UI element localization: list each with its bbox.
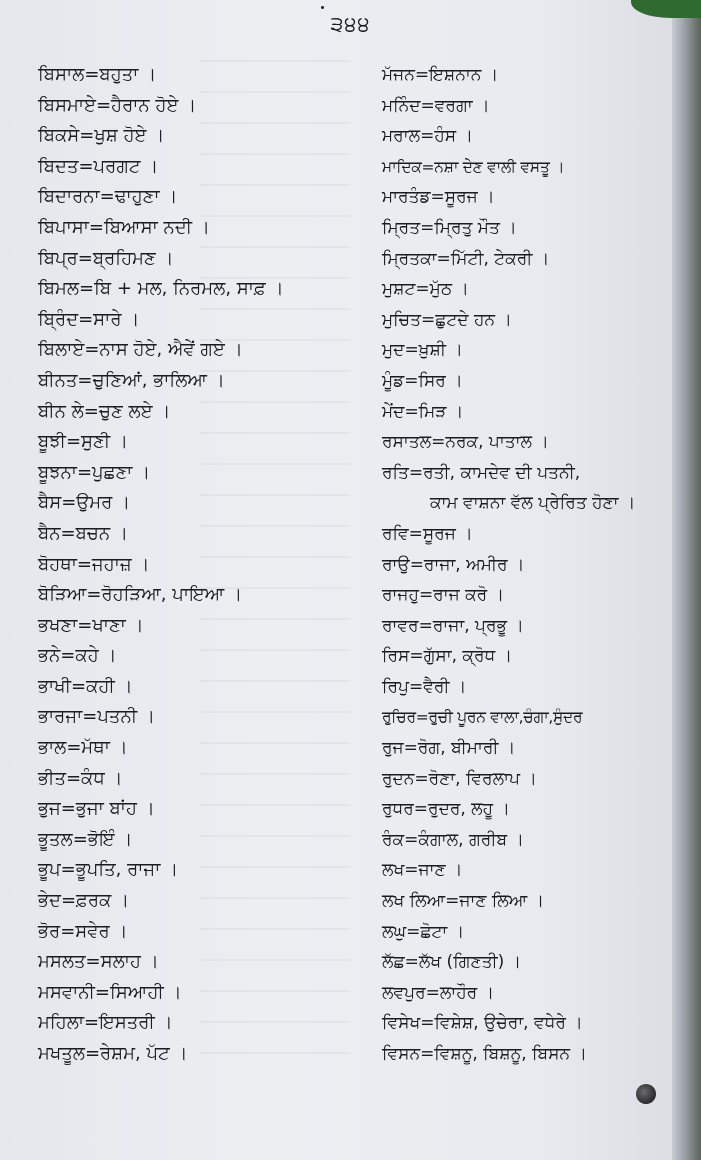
glossary-entry: ਬੂਝੀ=ਸੁਣੀ । bbox=[38, 431, 129, 453]
glossary-entry: ਮੁਸ਼ਟ=ਮੁੱਠ । bbox=[382, 279, 469, 300]
glossary-entry: ਰਤਿ=ਰਤੀ, ਕਾਮਦੇਵ ਦੀ ਪਤਨੀ, bbox=[382, 462, 581, 483]
glossary-entry: ਬੋੜਿਆ=ਰੋਹੜਿਆ, ਪਾਇਆ । bbox=[38, 584, 243, 606]
glossary-entry: ਵਿਸੇਖ=ਵਿਸ਼ੇਸ਼, ਉਚੇਰਾ, ਵਧੇਰੇ । bbox=[382, 1013, 583, 1034]
glossary-entry: ਮ੍ਰਿਤ=ਮ੍ਰਿਤੁ ਮੌਤ । bbox=[382, 217, 517, 238]
glossary-entry: ਮਨਿੰਦ=ਵਰਗਾ । bbox=[382, 95, 490, 116]
glossary-entry: ਭਨੇ=ਕਹੇ । bbox=[38, 645, 117, 667]
glossary-entry: ਮਸਲਤ=ਸਲਾਹ । bbox=[38, 951, 159, 973]
glossary-entry: ਰੁਚਿਰ=ਰੁਚੀ ਪੂਰਨ ਵਾਲਾ,ਚੰਗਾ,ਸੁੰਦਰ bbox=[382, 708, 583, 727]
thumb-index-mark bbox=[636, 1084, 656, 1104]
glossary-entry: ਲਖ=ਜਾਣ । bbox=[382, 860, 463, 881]
glossary-entry: ਬੂਝਨਾ=ਪੁਛਣਾ । bbox=[38, 461, 151, 483]
glossary-entry: ਮੂੰਡ=ਸਿਰ । bbox=[382, 370, 463, 391]
glossary-entry: ਬਿਮਲ=ਬਿ + ਮਲ, ਨਿਰਮਲ, ਸਾਫ਼ । bbox=[38, 278, 284, 300]
glossary-entry: ਭੀਤ=ਕੰਧ । bbox=[38, 767, 123, 789]
glossary-entry: ਰਿਸ=ਗੁੱਸਾ, ਕ੍ਰੋਧ । bbox=[382, 646, 513, 667]
glossary-entry: ਮੱਜਨ=ਇਸ਼ਨਾਨ । bbox=[382, 65, 499, 85]
glossary-entry: ਬਿਪ੍ਰ=ਬ੍ਰਹਿਮਣ । bbox=[38, 247, 174, 269]
glossary-entry: ਮਾਰਤੰਡ=ਸੂਰਜ । bbox=[382, 187, 495, 208]
glossary-entry: ਬੀਨਤ=ਚੁਣਿਆਂ, ਭਾਲਿਆ । bbox=[38, 369, 225, 391]
glossary-entry: ਰਾਉ=ਰਾਜਾ, ਅਮੀਰ । bbox=[382, 554, 525, 575]
glossary-column-right bbox=[382, 60, 654, 1070]
glossary-entry: ਮਾਦਿਕ=ਨਸ਼ਾ ਦੇਣ ਵਾਲੀ ਵਸਤੂ । bbox=[382, 157, 565, 176]
glossary-entry: ਬਿਕਸੇ=ਖੁਸ਼ ਹੋਏ । bbox=[38, 125, 165, 147]
glossary-entry: ਰੁਦਨ=ਰੋਣਾ, ਵਿਰਲਾਪ । bbox=[382, 768, 537, 789]
glossary-entry: ਬੈਨ=ਬਚਨ । bbox=[38, 522, 129, 544]
glossary-entry: ਮੇਂਦ=ਮਿੜ । bbox=[382, 401, 464, 422]
glossary-entry: ਲੱਛ=ਲੱਖ (ਗਿਣਤੀ) । bbox=[382, 952, 522, 973]
glossary-entry: ਬਿਲਾਏ=ਨਾਸ ਹੋਏ, ਐਵੇਂ ਗਏ । bbox=[38, 339, 243, 361]
glossary-entry: ਬਿਦਤ=ਪਰਗਟ । bbox=[38, 155, 159, 177]
glossary-entry: ਰੁਜ=ਰੋਗ, ਬੀਮਾਰੀ । bbox=[382, 738, 516, 759]
glossary-entry: ਬੈਸ=ਉਮਰ । bbox=[38, 492, 131, 514]
glossary-entry: ਰਾਵਰ=ਰਾਜਾ, ਪ੍ਰਭੂ । bbox=[382, 615, 524, 636]
glossary-entry: ਬ੍ਰਿੰਦ=ਸਾਰੇ । bbox=[38, 308, 140, 330]
book-spine bbox=[672, 0, 701, 1160]
glossary-entry: ਭੇਦ=ਫ਼ਰਕ । bbox=[38, 890, 130, 912]
ink-speck bbox=[321, 6, 324, 9]
glossary-entry: ਬੋਹਥਾ=ਜਹਾਜ਼ । bbox=[38, 553, 150, 575]
glossary-entry: ਭੋਰ=ਸਵੇਰ । bbox=[38, 920, 128, 942]
glossary-entry: ਰੰਕ=ਕੰਗਾਲ, ਗਰੀਬ । bbox=[382, 829, 524, 850]
glossary-entry: ਮਖਤੂਲ=ਰੇਸ਼ਮ, ਪੱਟ । bbox=[38, 1043, 188, 1064]
glossary-entry: ਮੁਚਿਤ=ਛੁਟਦੇ ਹਨ । bbox=[382, 309, 512, 330]
glossary-entry: ਰੁਧਰ=ਰੁਦਰ, ਲਹੂ । bbox=[382, 799, 510, 820]
glossary-entry: ਮੁਦ=ਖ਼ੁਸ਼ੀ । bbox=[382, 340, 463, 361]
page-number: ੩੪੪ bbox=[330, 12, 371, 36]
glossary-column-left bbox=[38, 60, 368, 1070]
glossary-entry: ਮ੍ਰਿਤਕਾ=ਮਿੱਟੀ, ਟੇਕਰੀ । bbox=[382, 248, 550, 269]
glossary-entry: ਬਿਸਮਾਏ=ਹੈਰਾਨ ਹੋਏ । bbox=[38, 94, 197, 116]
glossary-entry: ਬੀਨ ਲੇ=ਚੁਣ ਲਏ । bbox=[38, 400, 171, 422]
glossary-entry: ਰਿਪੁ=ਵੈਰੀ । bbox=[382, 676, 467, 697]
glossary-entry: ਭੂਤਲ=ਭੋਇੰ । bbox=[38, 828, 133, 850]
glossary-entry: ਬਿਦਾਰਨਾ=ਢਾਹੁਣਾ । bbox=[38, 186, 178, 208]
glossary-entry: ਭਾਖੀ=ਕਹੀ । bbox=[38, 675, 133, 697]
glossary-entry: ਮਸਵਾਨੀ=ਸਿਆਹੀ । bbox=[38, 981, 182, 1003]
glossary-entry: ਲਵਪੁਰ=ਲਾਹੌਰ । bbox=[382, 982, 495, 1003]
glossary-entry: ਭੁਜ=ਭੁਜਾ ਬਾਂਹ । bbox=[38, 798, 155, 820]
glossary-entry: ਭਖਣਾ=ਖਾਣਾ । bbox=[38, 614, 144, 636]
glossary-entry: ਰਾਜਹੁ=ਰਾਜ ਕਰੋ । bbox=[382, 585, 505, 606]
glossary-entry: ਬਿਸਾਲ=ਬਹੁਤਾ । bbox=[38, 64, 157, 85]
glossary-entry: ਭੂਪ=ਭੂਪਤਿ, ਰਾਜਾ । bbox=[38, 859, 179, 881]
glossary-entry: ਮਰਾਲ=ਹੰਸ । bbox=[382, 126, 473, 147]
glossary-entry: ਰਵਿ=ਸੂਰਜ । bbox=[382, 523, 473, 544]
glossary-entry: ਬਿਪਾਸਾ=ਬਿਆਸਾ ਨਦੀ । bbox=[38, 216, 210, 238]
glossary-entry: ਰਸਾਤਲ=ਨਰਕ, ਪਾਤਾਲ । bbox=[382, 432, 549, 453]
glossary-entry: ਲਖ ਲਿਆ=ਜਾਣ ਲਿਆ । bbox=[382, 891, 545, 912]
glossary-entry: ਭਾਲ=ਮੱਥਾ । bbox=[38, 737, 128, 759]
glossary-entry: ਮਹਿਲਾ=ਇਸਤਰੀ । bbox=[38, 1012, 173, 1034]
glossary-entry: ਲਘੁ=ਛੋਟਾ । bbox=[382, 921, 465, 942]
glossary-entry: ਵਿਸਨ=ਵਿਸ਼ਨੂ, ਬਿਸ਼ਨੂ, ਬਿਸਨ । bbox=[382, 1044, 587, 1064]
glossary-entry: ਭਾਰਜਾ=ਪਤਨੀ । bbox=[38, 706, 155, 728]
glossary-entry: ਕਾਮ ਵਾਸ਼ਨਾ ਵੱਲ ਪ੍ਰੇਰਿਤ ਹੋਣਾ । bbox=[430, 493, 636, 514]
